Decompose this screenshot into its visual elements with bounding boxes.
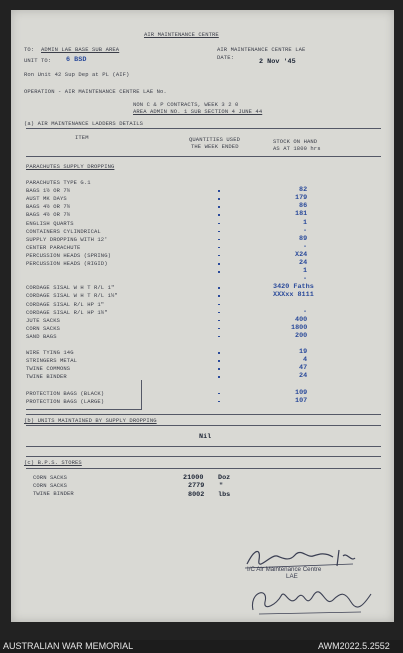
table-row-item: CORDAGE SISAL R/L HP 1½" — [26, 308, 108, 316]
section-b-top-rule — [26, 414, 381, 415]
col-stock-header-1: STOCK ON HAND — [273, 138, 318, 145]
used-dash-mark — [218, 376, 220, 378]
used-dash-mark — [218, 255, 220, 257]
signature-title-line-2: LAE — [286, 573, 298, 580]
table-row-stock: - — [303, 226, 308, 235]
section-c-item: CORN SACKS — [33, 474, 68, 481]
table-row-item: CORDAGE SISAL W H T R/L 1½" — [26, 292, 118, 300]
table-row-stock: 82 — [299, 186, 308, 195]
section-c-qty: 8002 — [188, 491, 205, 499]
table-row-item: SAND BAGS — [26, 332, 57, 340]
used-dash-mark — [218, 352, 220, 354]
section-c-qty: 21000 — [183, 474, 204, 482]
used-dash-mark — [218, 393, 220, 395]
used-dash-mark — [218, 271, 220, 273]
section-c-unit: " — [219, 482, 224, 490]
table-row-item: CENTER PARACHUTE — [26, 243, 81, 251]
section-c-item: TWINE BINDER — [33, 490, 74, 497]
used-dash-mark — [218, 328, 220, 330]
table-row-item: STRINGERS METAL — [26, 357, 78, 365]
section-c-top-rule — [26, 456, 381, 457]
table-row-item: CORN SACKS — [26, 324, 61, 332]
table-row-item: AUST MK DAYS — [26, 195, 67, 203]
section-c-bottom-rule — [26, 468, 381, 469]
table-row-stock: 89 — [299, 234, 308, 243]
used-dash-mark — [218, 368, 220, 370]
table-row-item: CONTAINERS CYLINDRICAL — [26, 227, 101, 235]
used-dash-mark — [218, 304, 220, 306]
table-row-stock: 181 — [295, 210, 308, 219]
table-row-stock: - — [303, 275, 308, 284]
used-dash-mark — [218, 287, 220, 289]
used-dash-mark — [218, 239, 220, 241]
section-c-title: (c) B.P.S. STORES — [24, 459, 82, 466]
section-c-unit: Doz — [218, 474, 231, 482]
section-a-subheading: PARACHUTES SUPPLY DROPPING — [26, 163, 115, 170]
from-label: AIR MAINTENANCE CENTRE LAE — [217, 46, 306, 53]
table-row-item: BAGS 4½ OR 7½ — [26, 203, 71, 211]
section-b-title: (b) UNITS MAINTAINED BY SUPPLY DROPPING — [24, 417, 157, 424]
used-dash-mark — [218, 214, 220, 216]
date-label: DATE: — [217, 54, 235, 61]
section-c-item: CORN SACKS — [33, 482, 68, 489]
table-row-item: BAGS 1½ OR 7½ — [26, 187, 71, 195]
period-line-1: NON C & P CONTRACTS, WEEK 3 2 0 — [133, 101, 239, 108]
table-row-item: PERCUSSION HEADS (RIGID) — [26, 260, 108, 267]
used-dash-mark — [218, 190, 220, 192]
used-dash-mark — [218, 312, 220, 314]
used-dash-mark — [218, 231, 220, 233]
table-row-stock: 107 — [295, 396, 308, 405]
used-dash-mark — [218, 360, 220, 362]
table-row-stock: 86 — [299, 202, 308, 211]
table-top-rule — [26, 128, 381, 129]
table-row-stock: 400 — [295, 315, 308, 324]
table-row-stock: 24 — [299, 372, 308, 381]
col-used-header-1: QUANTITIES USED — [189, 136, 241, 143]
table-row-item: PROTECTION BAGS (LARGE) — [26, 397, 105, 405]
table-row-stock: 200 — [295, 331, 308, 340]
table-row-stock: 179 — [295, 194, 308, 203]
table-row-stock: 4 — [303, 356, 308, 365]
table-row-item: PROTECTION BAGS (BLACK) — [26, 389, 105, 397]
used-dash-mark — [218, 336, 220, 338]
table-row-item: PARACHUTES TYPE G.1 — [26, 179, 91, 186]
used-dash-mark — [218, 320, 220, 322]
table-row-stock: 19 — [299, 348, 308, 357]
table-row-item: PERCUSSION HEADS (SPRING) — [26, 251, 112, 259]
table-row-item: JUTE SACKS — [26, 316, 61, 324]
table-row-stock: 1800 — [291, 323, 308, 332]
protection-bags-bracket-rule — [26, 409, 142, 410]
col-used-header-2: THE WEEK ENDED — [191, 143, 239, 150]
archive-footer — [0, 640, 403, 653]
to-value: ADMIN LAE BASE SUB AREA — [41, 46, 120, 53]
col-item-header: ITEM — [75, 134, 89, 141]
archive-name: AUSTRALIAN WAR MEMORIAL — [3, 641, 134, 651]
table-row-stock: - — [303, 242, 308, 251]
section-b-end-rule — [26, 446, 381, 447]
operation-line: OPERATION - AIR MAINTENANCE CENTRE LAE No. — [24, 88, 167, 95]
table-row-stock: - — [303, 307, 308, 316]
table-row-item: CORDAGE SISAL W H T R/L 1" — [26, 284, 115, 292]
section-b-value: Nil — [199, 433, 212, 441]
table-row-stock: 109 — [295, 388, 308, 397]
unit-label: UNIT TO: — [24, 57, 52, 64]
used-dash-mark — [218, 247, 220, 249]
table-row-stock: 24 — [299, 259, 308, 267]
table-row-item: ENGLISH QUARTS — [26, 219, 74, 227]
used-dash-mark — [218, 198, 220, 200]
used-dash-mark — [218, 206, 220, 208]
table-row-item: TWINE COMMONS — [26, 365, 71, 373]
section-c-unit: lbs — [218, 491, 231, 499]
table-row-stock: 3420 Faths — [273, 283, 314, 292]
section-c-qty: 2779 — [188, 482, 205, 490]
table-row-item: CORDAGE SISAL R/L HP 1" — [26, 300, 105, 308]
header-ref-line: Ron Unit 42 Sup Dep at PL (AIF) — [24, 71, 130, 78]
table-row-stock: 1 — [303, 218, 308, 227]
protection-bags-bracket — [141, 380, 142, 409]
used-dash-mark — [218, 263, 220, 265]
table-row-stock: 1 — [303, 267, 308, 276]
used-dash-mark — [218, 223, 220, 225]
second-handwritten-signature — [243, 584, 383, 618]
document-page — [11, 10, 394, 622]
table-row-item: BAGS 4½ OR 7½ — [26, 211, 71, 219]
col-stock-header-2: AS AT 1800 hrs — [273, 145, 321, 152]
used-dash-mark — [218, 295, 220, 297]
table-row-stock: XXXxx 8111 — [273, 291, 314, 300]
section-b-bottom-rule — [26, 425, 381, 426]
table-row-stock: X24 — [295, 250, 308, 259]
header-bottom-rule — [26, 156, 381, 157]
signature-title-line-1: I/C Air Maintenance Centre — [247, 566, 322, 573]
table-row-item: SUPPLY DROPPING WITH 12' — [26, 235, 108, 243]
to-label: TO: — [24, 46, 35, 53]
section-a-title: (a) AIR MAINTENANCE LADDERS DETAILS — [24, 120, 144, 127]
unit-value: 6 BSD — [66, 56, 87, 64]
table-row-item: WIRE TYING 14G — [26, 349, 74, 357]
document-title: AIR MAINTENANCE CENTRE — [144, 31, 219, 38]
period-line-2: AREA ADMIN NO. 1 SUB SECTION 4 JUNE 44 — [133, 108, 263, 115]
table-row-item: TWINE BINDER — [26, 373, 67, 381]
used-dash-mark — [218, 401, 220, 403]
date-value: 2 Nov '45 — [259, 58, 296, 66]
archive-reference: AWM2022.5.2552 — [318, 641, 390, 651]
table-row-stock: 47 — [299, 364, 308, 373]
